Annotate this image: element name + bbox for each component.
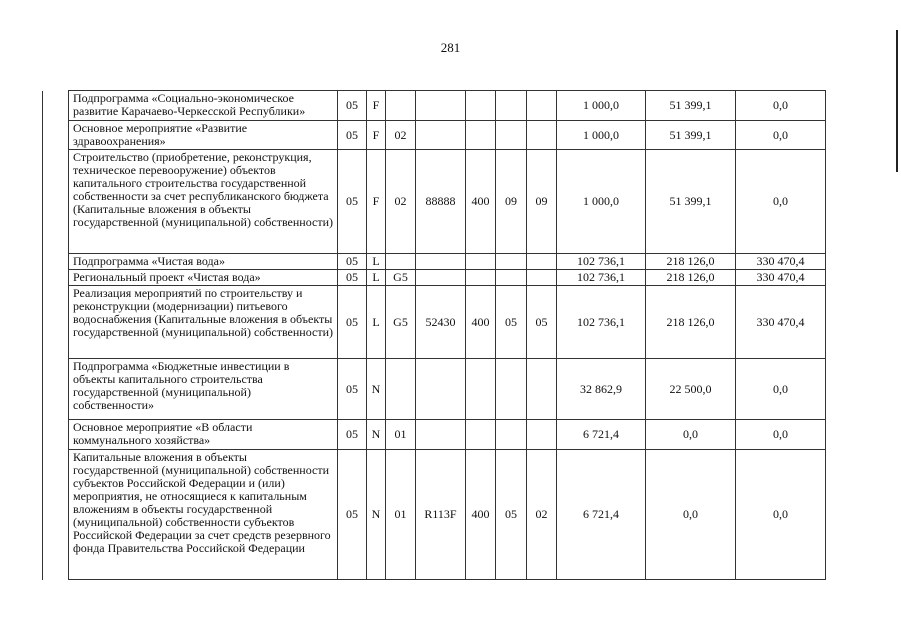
row-name: Подпрограмма «Чистая вода»	[69, 254, 338, 270]
cell-c6: 09	[496, 150, 527, 254]
row-name: Основное мероприятие «Развитие здравоохранения»	[69, 121, 338, 150]
table-row	[43, 286, 826, 359]
row-margin-cell	[43, 121, 69, 150]
cell-c4	[416, 254, 466, 270]
table-row	[43, 420, 826, 450]
cell-v1: 1 000,0	[557, 121, 646, 150]
cell-v1: 102 736,1	[557, 286, 646, 359]
cell-v3: 0,0	[736, 121, 826, 150]
cell-c7	[527, 270, 557, 286]
cell-c7	[527, 359, 557, 420]
cell-c6	[496, 91, 527, 121]
cell-c5	[466, 420, 496, 450]
cell-c2: N	[367, 359, 386, 420]
cell-v2: 218 126,0	[646, 286, 736, 359]
cell-c7: 05	[527, 286, 557, 359]
row-name: Региональный проект «Чистая вода»	[69, 270, 338, 286]
row-name: Подпрограмма «Бюджетные инвестиции в объекты капитального строительства государственной (муниципальной) собственности»	[69, 359, 338, 420]
cell-c6	[496, 359, 527, 420]
table-row	[43, 121, 826, 150]
cell-c3: G5	[386, 270, 416, 286]
cell-c7	[527, 254, 557, 270]
cell-c3: 01	[386, 420, 416, 450]
cell-v1: 102 736,1	[557, 254, 646, 270]
cell-v3: 0,0	[736, 150, 826, 254]
table-row	[43, 270, 826, 286]
budget-table	[42, 90, 826, 580]
cell-c6	[496, 420, 527, 450]
cell-c2: L	[367, 270, 386, 286]
row-margin-cell	[43, 359, 69, 420]
cell-c1: 05	[338, 286, 367, 359]
cell-c1: 05	[338, 420, 367, 450]
cell-c2: L	[367, 254, 386, 270]
cell-v1: 102 736,1	[557, 270, 646, 286]
row-margin-cell	[43, 420, 69, 450]
cell-c5: 400	[466, 150, 496, 254]
cell-c1: 05	[338, 270, 367, 286]
cell-c3	[386, 254, 416, 270]
cell-c6	[496, 254, 527, 270]
row-margin-cell	[43, 91, 69, 121]
cell-c5: 400	[466, 450, 496, 580]
cell-c4	[416, 420, 466, 450]
row-margin-cell	[43, 254, 69, 270]
cell-v2: 51 399,1	[646, 150, 736, 254]
cell-c3	[386, 91, 416, 121]
table-row	[43, 359, 826, 420]
cell-c6: 05	[496, 286, 527, 359]
cell-c6	[496, 270, 527, 286]
cell-v3: 0,0	[736, 359, 826, 420]
cell-v3: 330 470,4	[736, 254, 826, 270]
cell-c4: R113F	[416, 450, 466, 580]
cell-v3: 0,0	[736, 420, 826, 450]
cell-c7	[527, 420, 557, 450]
cell-c7: 02	[527, 450, 557, 580]
row-name: Капитальные вложения в объекты государственной (муниципальной) собственности субъектов Российской Федерации и (или) мероприятия, не относящиеся к капитальным вложениям в объекты государственной (муниципальной) собственности субъектов Российской Федерации за счет средств резервного фонда Правительства Российской Федерации	[69, 450, 338, 580]
cell-c1: 05	[338, 359, 367, 420]
row-margin-cell	[43, 450, 69, 580]
cell-c2: F	[367, 150, 386, 254]
cell-c7	[527, 121, 557, 150]
cell-c3	[386, 359, 416, 420]
cell-v3: 0,0	[736, 91, 826, 121]
table-body	[43, 91, 826, 580]
cell-v2: 0,0	[646, 450, 736, 580]
cell-v2: 51 399,1	[646, 91, 736, 121]
cell-c1: 05	[338, 91, 367, 121]
cell-c1: 05	[338, 450, 367, 580]
cell-c5	[466, 121, 496, 150]
cell-c2: F	[367, 121, 386, 150]
cell-c4	[416, 270, 466, 286]
cell-v3: 0,0	[736, 450, 826, 580]
cell-c4: 88888	[416, 150, 466, 254]
cell-v1: 6 721,4	[557, 450, 646, 580]
row-name: Строительство (приобретение, реконструкция, техническое перевооружение) объектов капитального строительства государственной собственности за счет республиканского бюджета (Капитальные вложения в объекты государственной (муниципальной) собственности)	[69, 150, 338, 254]
cell-c6: 05	[496, 450, 527, 580]
cell-c1: 05	[338, 254, 367, 270]
cell-c5: 400	[466, 286, 496, 359]
cell-v2: 218 126,0	[646, 254, 736, 270]
cell-c5	[466, 254, 496, 270]
row-name: Реализация мероприятий по строительству и реконструкции (модернизации) питьевого водоснабжения (Капитальные вложения в объекты государственной (муниципальной) собственности)	[69, 286, 338, 359]
cell-c4: 52430	[416, 286, 466, 359]
cell-c1: 05	[338, 150, 367, 254]
cell-c7	[527, 91, 557, 121]
cell-v2: 218 126,0	[646, 270, 736, 286]
scan-edge-mark	[896, 30, 898, 172]
cell-c6	[496, 121, 527, 150]
cell-c3: 02	[386, 121, 416, 150]
cell-c2: N	[367, 420, 386, 450]
page-number: 281	[440, 40, 461, 55]
row-name: Основное мероприятие «В области коммунального хозяйства»	[69, 420, 338, 450]
cell-v2: 0,0	[646, 420, 736, 450]
cell-v1: 6 721,4	[557, 420, 646, 450]
cell-c7: 09	[527, 150, 557, 254]
table-row	[43, 254, 826, 270]
cell-v1: 1 000,0	[557, 91, 646, 121]
cell-c2: F	[367, 91, 386, 121]
cell-c4	[416, 91, 466, 121]
cell-c5	[466, 270, 496, 286]
row-margin-cell	[43, 150, 69, 254]
cell-c4	[416, 359, 466, 420]
table-row	[43, 150, 826, 254]
row-name: Подпрограмма «Социально-экономическое развитие Карачаево-Черкесской Республики»	[69, 91, 338, 121]
cell-c2: N	[367, 450, 386, 580]
cell-c2: L	[367, 286, 386, 359]
cell-v1: 32 862,9	[557, 359, 646, 420]
cell-c5	[466, 91, 496, 121]
cell-c3: 01	[386, 450, 416, 580]
cell-v2: 22 500,0	[646, 359, 736, 420]
row-margin-cell	[43, 286, 69, 359]
cell-v2: 51 399,1	[646, 121, 736, 150]
cell-v1: 1 000,0	[557, 150, 646, 254]
cell-c4	[416, 121, 466, 150]
cell-v3: 330 470,4	[736, 286, 826, 359]
cell-v3: 330 470,4	[736, 270, 826, 286]
row-margin-cell	[43, 270, 69, 286]
cell-c1: 05	[338, 121, 367, 150]
cell-c3: G5	[386, 286, 416, 359]
table-row	[43, 450, 826, 580]
table-row	[43, 91, 826, 121]
cell-c5	[466, 359, 496, 420]
cell-c3: 02	[386, 150, 416, 254]
